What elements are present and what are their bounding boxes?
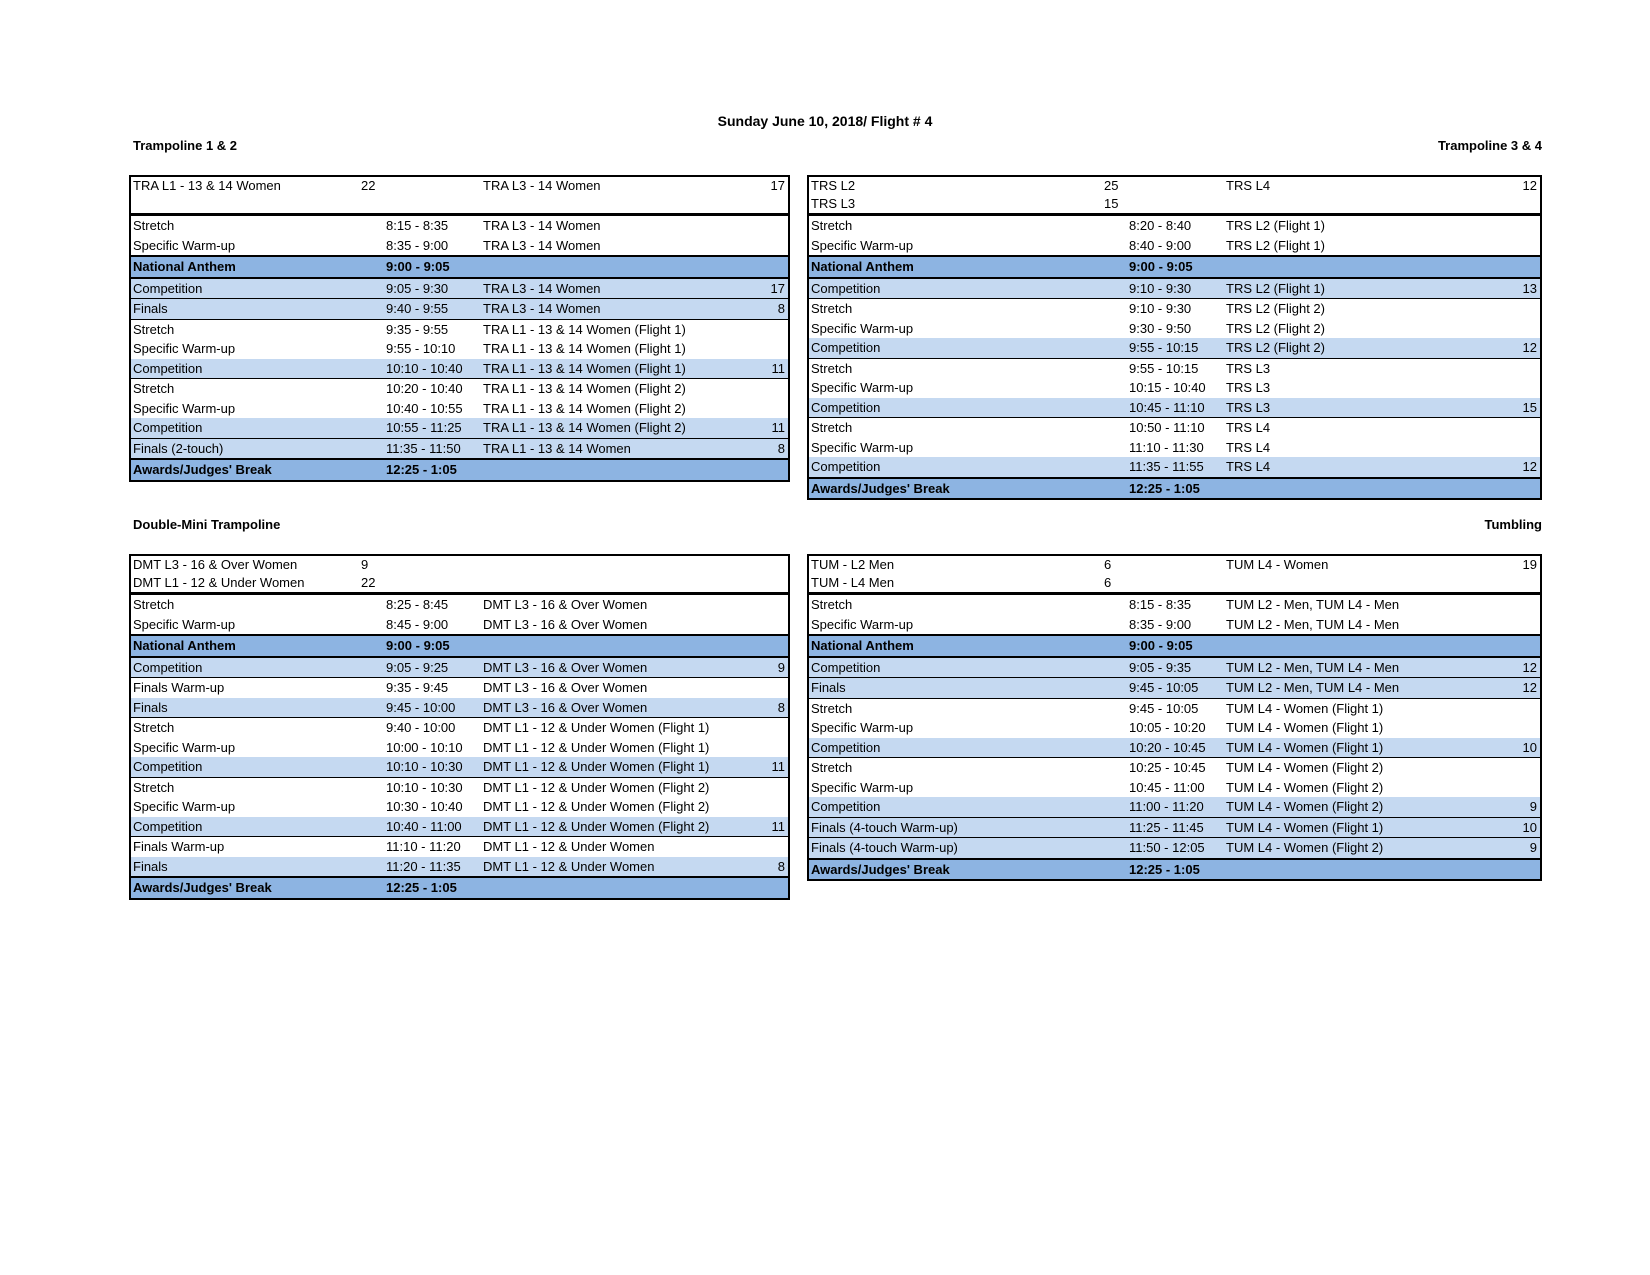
time-range: 8:35 - 9:00: [1129, 616, 1192, 632]
schedule-row: [131, 339, 788, 359]
time-range: 10:30 - 10:40: [386, 799, 463, 814]
event-name: Specific Warm-up: [811, 616, 914, 632]
time-range: 10:15 - 10:40: [1129, 380, 1206, 395]
event-name: Stretch: [133, 597, 175, 612]
header-count-b: 17: [770, 178, 785, 193]
event-name: Finals Warm-up: [133, 680, 225, 695]
group-name: DMT L1 - 12 & Under Women: [483, 839, 655, 854]
group-name: TRA L1 - 13 & 14 Women (Flight 1): [483, 341, 686, 356]
athlete-count: 11: [771, 360, 785, 376]
time-range: 10:55 - 11:25: [386, 420, 462, 435]
schedule-row: [131, 698, 788, 718]
schedule-row: [809, 255, 1540, 279]
time-range: 12:25 - 1:05: [386, 880, 457, 895]
group-name: TRA L1 - 13 & 14 Women (Flight 1): [483, 321, 686, 337]
group-name: DMT L1 - 12 & Under Women (Flight 1): [483, 759, 710, 774]
schedule-row: [809, 216, 1540, 236]
time-range: 10:05 - 10:20: [1129, 720, 1206, 735]
time-range: 9:55 - 10:10: [386, 341, 456, 356]
time-range: 9:05 - 9:25: [386, 659, 449, 675]
group-name: TUM L4 - Women (Flight 1): [1226, 739, 1384, 755]
time-range: 11:35 - 11:55: [1129, 459, 1204, 474]
header-count-a: 22: [361, 575, 376, 590]
athlete-count: 9: [777, 659, 785, 675]
time-range: 9:35 - 9:45: [386, 680, 449, 695]
event-name: Stretch: [133, 321, 175, 337]
time-range: 9:00 - 9:05: [386, 259, 450, 274]
event-name: Specific Warm-up: [133, 237, 236, 253]
time-range: 9:55 - 10:15: [1129, 340, 1199, 355]
time-range: 12:25 - 1:05: [1129, 861, 1200, 877]
time-range: 8:20 - 8:40: [1129, 218, 1192, 233]
schedule-table-dmt: [129, 554, 790, 900]
group-name: TUM L4 - Women (Flight 1): [1226, 720, 1384, 735]
schedule-row: [131, 298, 788, 319]
schedule-row: [131, 817, 788, 837]
event-name: Specific Warm-up: [811, 439, 914, 455]
event-name: Finals (4-touch Warm-up): [811, 819, 958, 835]
schedule-row: [809, 398, 1540, 418]
schedule-row: [131, 399, 788, 419]
time-range: 9:40 - 9:55: [386, 301, 449, 316]
schedule-row: [131, 236, 788, 256]
event-name: Specific Warm-up: [133, 616, 236, 632]
schedule-row: [809, 338, 1540, 358]
group-name: TUM L4 - Women (Flight 2): [1226, 799, 1384, 814]
schedule-row: [809, 757, 1540, 778]
group-name: TRS L3: [1226, 399, 1271, 415]
time-range: 10:20 - 10:45: [1129, 739, 1206, 755]
group-name: DMT L1 - 12 & Under Women (Flight 1): [483, 720, 710, 735]
schedule-row: [809, 438, 1540, 458]
event-name: Specific Warm-up: [133, 739, 236, 755]
event-name: Finals: [133, 699, 168, 715]
table-header: [131, 177, 788, 216]
group-name: TUM L2 - Men, TUM L4 - Men: [1226, 616, 1400, 632]
athlete-count: 8: [777, 301, 785, 316]
event-name: Awards/Judges' Break: [133, 880, 272, 895]
header-row: [131, 574, 788, 592]
schedule-row: [809, 236, 1540, 256]
schedule-row: [809, 718, 1540, 738]
group-name: TRA L1 - 13 & 14 Women (Flight 2): [483, 400, 686, 416]
section-label-dmt: Double-Mini Trampoline: [133, 517, 281, 532]
event-name: Stretch: [811, 420, 853, 435]
header-row: [809, 195, 1540, 213]
time-range: 12:25 - 1:05: [386, 462, 457, 477]
time-range: 11:25 - 11:45: [1129, 819, 1204, 835]
event-name: Stretch: [811, 597, 853, 612]
athlete-count: 9: [1529, 840, 1537, 855]
athlete-count: 12: [1522, 340, 1537, 355]
header-group-b: TRA L3 - 14 Women: [483, 178, 601, 193]
time-range: 9:00 - 9:05: [1129, 259, 1193, 274]
time-range: 9:10 - 9:30: [1129, 301, 1192, 316]
group-name: TUM L4 - Women (Flight 1): [1226, 819, 1384, 835]
event-name: National Anthem: [811, 638, 914, 653]
schedule-table-tum: [807, 554, 1542, 881]
schedule-row: [131, 634, 788, 658]
group-name: DMT L3 - 16 & Over Women: [483, 597, 648, 612]
event-name: Finals: [811, 680, 846, 695]
time-range: 8:25 - 8:45: [386, 597, 449, 612]
header-group-a: TRA L1 - 13 & 14 Women: [133, 178, 281, 193]
header-count-b: 19: [1522, 557, 1537, 572]
time-range: 9:35 - 9:55: [386, 321, 449, 337]
header-count-a: 6: [1104, 575, 1112, 590]
schedule-row: [131, 836, 788, 857]
header-group-a: TUM - L2 Men: [811, 557, 895, 572]
header-row: [809, 177, 1540, 195]
time-range: 8:15 - 8:35: [1129, 597, 1192, 612]
schedule-row: [131, 615, 788, 635]
time-range: 9:05 - 9:30: [386, 280, 449, 296]
time-range: 10:50 - 11:10: [1129, 420, 1205, 435]
page-title: Sunday June 10, 2018/ Flight # 4: [717, 113, 933, 129]
time-range: 8:45 - 9:00: [386, 616, 449, 632]
schedule-row: [809, 358, 1540, 379]
event-name: Awards/Judges' Break: [811, 480, 950, 496]
schedule-row: [131, 595, 788, 615]
schedule-row: [809, 797, 1540, 817]
header-group-a: TUM - L4 Men: [811, 575, 895, 590]
event-name: Specific Warm-up: [811, 380, 914, 395]
group-name: TRA L3 - 14 Women: [483, 301, 601, 316]
time-range: 9:55 - 10:15: [1129, 360, 1199, 376]
event-name: Stretch: [133, 381, 175, 396]
time-range: 12:25 - 1:05: [1129, 480, 1200, 496]
time-range: 11:35 - 11:50: [386, 440, 461, 456]
header-count-a: 25: [1104, 178, 1119, 193]
time-range: 10:10 - 10:40: [386, 360, 463, 376]
group-name: DMT L1 - 12 & Under Women (Flight 2): [483, 799, 710, 814]
schedule-row: [131, 677, 788, 698]
time-range: 9:05 - 9:35: [1129, 659, 1192, 675]
athlete-count: 12: [1522, 459, 1537, 474]
group-name: TRA L1 - 13 & 14 Women (Flight 1): [483, 360, 686, 376]
time-range: 9:45 - 10:00: [386, 699, 456, 715]
time-range: 9:00 - 9:05: [1129, 638, 1193, 653]
schedule-row: [131, 738, 788, 758]
event-name: Stretch: [811, 360, 853, 376]
event-name: Competition: [811, 280, 881, 296]
schedule-row: [809, 595, 1540, 615]
event-name: Competition: [811, 340, 881, 355]
event-name: Finals: [133, 301, 168, 316]
event-name: Finals (2-touch): [133, 440, 224, 456]
group-name: TRS L2 (Flight 1): [1226, 237, 1325, 253]
schedule-row: [809, 634, 1540, 658]
event-name: Competition: [133, 818, 203, 834]
table-header: [131, 556, 788, 595]
schedule-row: [809, 738, 1540, 758]
event-name: Stretch: [811, 700, 853, 716]
group-name: TRS L4: [1226, 420, 1271, 435]
time-range: 10:45 - 11:00: [1129, 779, 1205, 795]
event-name: Specific Warm-up: [811, 779, 914, 795]
schedule-row: [809, 677, 1540, 698]
time-range: 8:35 - 9:00: [386, 237, 449, 253]
event-name: Stretch: [811, 301, 853, 316]
schedule-table-trs: [807, 175, 1542, 500]
schedule-row: [809, 298, 1540, 319]
schedule-row: [131, 777, 788, 798]
event-name: Specific Warm-up: [811, 237, 914, 253]
schedule-row: [131, 359, 788, 379]
event-name: Competition: [133, 280, 203, 296]
schedule-row: [809, 417, 1540, 438]
group-name: DMT L1 - 12 & Under Women (Flight 2): [483, 779, 710, 795]
event-name: Specific Warm-up: [133, 799, 236, 814]
schedule-row: [809, 319, 1540, 339]
section-label-tra: Trampoline 1 & 2: [133, 138, 238, 153]
athlete-count: 10: [1522, 819, 1537, 835]
event-name: Awards/Judges' Break: [133, 462, 272, 477]
time-range: 9:45 - 10:05: [1129, 700, 1199, 716]
time-range: 8:15 - 8:35: [386, 218, 449, 233]
time-range: 9:10 - 9:30: [1129, 280, 1192, 296]
event-name: Stretch: [811, 760, 853, 775]
athlete-count: 11: [771, 818, 785, 834]
athlete-count: 17: [770, 280, 785, 296]
group-name: DMT L1 - 12 & Under Women (Flight 1): [483, 739, 710, 755]
time-range: 10:10 - 10:30: [386, 779, 463, 795]
group-name: TUM L4 - Women (Flight 2): [1226, 840, 1384, 855]
event-name: Finals (4-touch Warm-up): [811, 840, 958, 855]
group-name: DMT L1 - 12 & Under Women: [483, 858, 655, 874]
header-group-b: TRS L4: [1226, 178, 1271, 193]
time-range: 10:40 - 11:00: [386, 818, 462, 834]
athlete-count: 12: [1522, 680, 1537, 695]
event-name: Stretch: [811, 218, 853, 233]
event-name: National Anthem: [811, 259, 914, 274]
schedule-row: [131, 319, 788, 340]
section-label-tum: Tumbling: [1484, 517, 1542, 532]
time-range: 8:40 - 9:00: [1129, 237, 1192, 253]
event-name: Competition: [133, 420, 203, 435]
group-name: DMT L3 - 16 & Over Women: [483, 699, 648, 715]
time-range: 10:25 - 10:45: [1129, 760, 1206, 775]
time-range: 10:20 - 10:40: [386, 381, 463, 396]
schedule-table-tra: [129, 175, 790, 482]
schedule-row: [131, 279, 788, 299]
schedule-row: [131, 216, 788, 236]
time-range: 9:40 - 10:00: [386, 720, 456, 735]
group-name: TRS L2 (Flight 1): [1226, 280, 1325, 296]
event-name: Finals Warm-up: [133, 839, 225, 854]
schedule-row: [809, 658, 1540, 678]
schedule-row: [131, 757, 788, 777]
athlete-count: 10: [1522, 739, 1537, 755]
header-count-b: 12: [1522, 178, 1537, 193]
event-name: Competition: [133, 759, 203, 774]
event-name: Specific Warm-up: [811, 320, 914, 336]
group-name: TRS L3: [1226, 360, 1271, 376]
group-name: TUM L2 - Men, TUM L4 - Men: [1226, 597, 1400, 612]
group-name: TRA L3 - 14 Women: [483, 218, 601, 233]
schedule-row: [809, 477, 1540, 499]
group-name: TRA L3 - 14 Women: [483, 280, 601, 296]
header-row: [809, 574, 1540, 592]
time-range: 9:30 - 9:50: [1129, 320, 1192, 336]
schedule-row: [809, 279, 1540, 299]
schedule-row: [131, 797, 788, 817]
time-range: 11:20 - 11:35: [386, 858, 461, 874]
section-label-trs: Trampoline 3 & 4: [1437, 138, 1542, 153]
schedule-row: [809, 858, 1540, 880]
athlete-count: 8: [777, 440, 785, 456]
event-name: National Anthem: [133, 259, 236, 274]
athlete-count: 8: [777, 858, 785, 874]
schedule-row: [131, 717, 788, 738]
schedule-row: [809, 457, 1540, 477]
time-range: 11:50 - 12:05: [1129, 840, 1205, 855]
schedule-row: [131, 255, 788, 279]
schedule-row: [809, 378, 1540, 398]
time-range: 10:10 - 10:30: [386, 759, 463, 774]
group-name: TUM L4 - Women (Flight 2): [1226, 779, 1384, 795]
athlete-count: 15: [1522, 399, 1537, 415]
group-name: TRA L1 - 13 & 14 Women (Flight 2): [483, 381, 686, 396]
event-name: Stretch: [133, 779, 175, 795]
table-header: [809, 556, 1540, 595]
header-group-a: DMT L3 - 16 & Over Women: [133, 557, 298, 572]
time-range: 10:40 - 10:55: [386, 400, 463, 416]
group-name: TRS L2 (Flight 2): [1226, 301, 1325, 316]
event-name: Finals: [133, 858, 168, 874]
event-name: Competition: [811, 739, 881, 755]
schedule-row: [809, 615, 1540, 635]
header-row-empty: [131, 195, 788, 213]
group-name: TRS L4: [1226, 439, 1271, 455]
time-range: 11:10 - 11:20: [386, 839, 461, 854]
header-group-b: TUM L4 - Women: [1226, 557, 1329, 572]
time-range: 10:45 - 11:10: [1129, 399, 1205, 415]
header-count-a: 6: [1104, 557, 1112, 572]
event-name: Specific Warm-up: [133, 400, 236, 416]
group-name: TRS L2 (Flight 2): [1226, 340, 1325, 355]
event-name: Competition: [811, 659, 881, 675]
group-name: TUM L4 - Women (Flight 2): [1226, 760, 1384, 775]
time-range: 11:00 - 11:20: [1129, 799, 1204, 814]
group-name: TRS L2 (Flight 1): [1226, 218, 1325, 233]
header-row: [809, 556, 1540, 574]
schedule-row: [131, 876, 788, 898]
group-name: DMT L3 - 16 & Over Women: [483, 659, 648, 675]
header-count-a: 15: [1104, 196, 1119, 211]
schedule-row: [809, 778, 1540, 798]
event-name: Specific Warm-up: [811, 720, 914, 735]
schedule-row: [131, 458, 788, 480]
group-name: TUM L2 - Men, TUM L4 - Men: [1226, 659, 1400, 675]
header-row: [131, 177, 788, 195]
table-header: [809, 177, 1540, 216]
group-name: TUM L2 - Men, TUM L4 - Men: [1226, 680, 1400, 695]
schedule-row: [131, 418, 788, 438]
group-name: DMT L3 - 16 & Over Women: [483, 616, 648, 632]
header-count-a: 22: [361, 178, 376, 193]
event-name: Stretch: [133, 720, 175, 735]
athlete-count: 11: [771, 759, 785, 774]
header-group-a: TRS L2: [811, 178, 856, 193]
athlete-count: 8: [777, 699, 785, 715]
group-name: TRS L2 (Flight 2): [1226, 320, 1325, 336]
schedule-row: [809, 817, 1540, 838]
time-range: 10:00 - 10:10: [386, 739, 463, 755]
event-name: Awards/Judges' Break: [811, 861, 950, 877]
event-name: Competition: [811, 399, 881, 415]
event-name: National Anthem: [133, 638, 236, 653]
time-range: 11:10 - 11:30: [1129, 439, 1204, 455]
header-row: [131, 556, 788, 574]
event-name: Stretch: [133, 218, 175, 233]
event-name: Specific Warm-up: [133, 341, 236, 356]
schedule-row: [131, 438, 788, 459]
event-name: Competition: [811, 799, 881, 814]
athlete-count: 13: [1522, 280, 1537, 296]
group-name: DMT L3 - 16 & Over Women: [483, 680, 648, 695]
schedule-row: [809, 837, 1540, 858]
group-name: TUM L4 - Women (Flight 1): [1226, 700, 1384, 716]
event-name: Competition: [811, 459, 881, 474]
schedule-row: [131, 378, 788, 399]
athlete-count: 12: [1522, 659, 1537, 675]
time-range: 9:45 - 10:05: [1129, 680, 1199, 695]
event-name: Competition: [133, 360, 203, 376]
group-name: TRA L1 - 13 & 14 Women (Flight 2): [483, 420, 686, 435]
group-name: DMT L1 - 12 & Under Women (Flight 2): [483, 818, 710, 834]
header-group-a: DMT L1 - 12 & Under Women: [133, 575, 305, 590]
header-group-a: TRS L3: [811, 196, 856, 211]
group-name: TRA L1 - 13 & 14 Women: [483, 440, 631, 456]
schedule-row: [131, 658, 788, 678]
athlete-count: 11: [771, 420, 785, 435]
athlete-count: 9: [1529, 799, 1537, 814]
group-name: TRA L3 - 14 Women: [483, 237, 601, 253]
event-name: Competition: [133, 659, 203, 675]
time-range: 9:00 - 9:05: [386, 638, 450, 653]
schedule-row: [131, 857, 788, 877]
header-count-a: 9: [361, 557, 369, 572]
schedule-row: [809, 698, 1540, 719]
group-name: TRS L3: [1226, 380, 1271, 395]
group-name: TRS L4: [1226, 459, 1271, 474]
